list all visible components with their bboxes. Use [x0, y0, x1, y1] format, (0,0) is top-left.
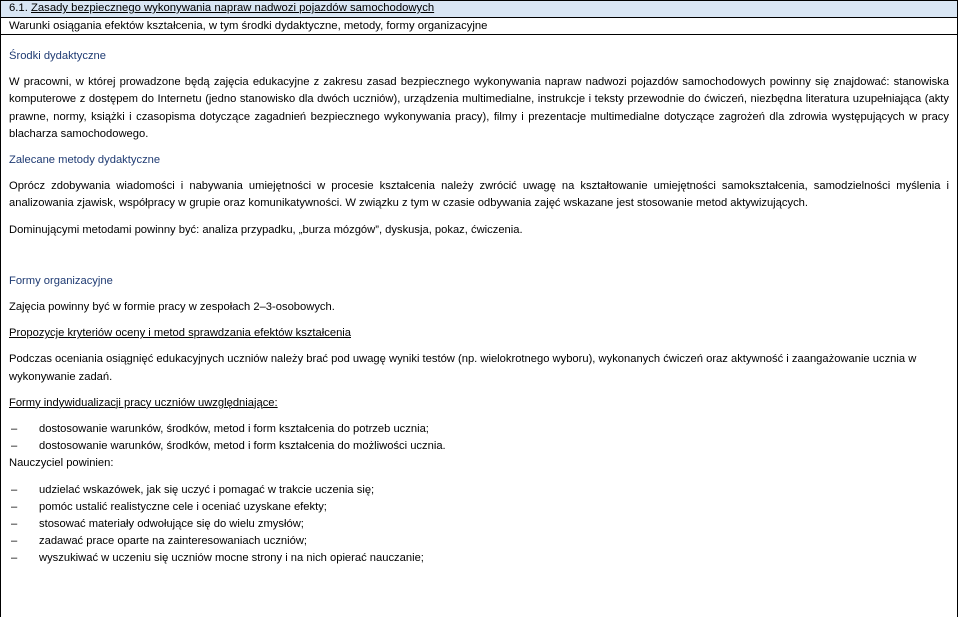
heading-kryteria: Propozycje kryteriów oceny i metod sprawdzania efektów kształcenia [9, 327, 351, 340]
heading-indywidualizacja: Formy indywidualizacji pracy uczniów uwzględniające: [9, 396, 278, 409]
list-item: – pomóc ustalić realistyczne cele i oceniać uzyskane efekty; [9, 499, 949, 516]
paragraph-kryteria: Podczas oceniania osiągnięć edukacyjnych uczniów należy brać pod uwagę wyniki testów (np. wielokrotnego wyboru), wykonanych ćwiczeń oraz aktywność i zaangażowanie ucznia w wykonywanie zadań. [9, 353, 917, 383]
paragraph-srodki: W pracowni, w której prowadzone będą zajęcia edukacyjne z zakresu zasad bezpiecznego wykonywania napraw nadwozi pojazdów samochodowych powinny się znajdować: stanowiska komputerowe z dostępem do Internetu (jedno stanowisko dla dwóch uczniów), urządzenia multimedialne, instrukcje i teksty przewodnie do ćwiczeń, niezbędna literatura uzupełniająca (akty prawne, normy, książki i czasopisma dotyczące zagadnień bezpiecznego wykonywania pracy), filmy i prezentacje multimedialne dotyczące zagrożeń dla zdrowia występujących w pracy blacharza samochodowego. [9, 76, 949, 140]
section-title-bar [1, 0, 957, 18]
document-content [1, 35, 957, 568]
heading-srodki: Środki dydaktyczne [9, 50, 107, 62]
section-title: Zasady bezpiecznego wykonywania napraw nadwozi pojazdów samochodowych [30, 2, 435, 14]
list-item: – zadawać prace oparte na zainteresowaniach uczniów; [9, 533, 949, 550]
heading-metody: Zalecane metody dydaktyczne [9, 154, 161, 167]
paragraph-metody-1: Oprócz zdobywania wiadomości i nabywania umiejętności w procesie kształcenia należy zwrócić uwagę na kształtowanie umiejętności samokształcenia, samodzielności myślenia i analizowania zjawisk, współpracy w grupie oraz komunikatywności. W związku z tym w czasie odbywania zajęć wskazane jest stosowanie metod aktywizujących. [9, 180, 949, 210]
paragraph-metody-2: Dominującymi metodami powinny być: analiza przypadku, „burza mózgów”, dyskusja, pokaz, ćwiczenia. [9, 223, 523, 236]
heading-formy: Formy organizacyjne [9, 274, 113, 287]
section-subtitle: Warunki osiągania efektów kształcenia, w tym środki dydaktyczne, metody, formy organizacyjne [1, 18, 957, 35]
student-adaptations-list [9, 421, 949, 455]
section-number: 6.1. [9, 2, 28, 14]
teacher-label: Nauczyciel powinien: [9, 457, 114, 470]
list-item: – dostosowanie warunków, środków, metod i form kształcenia do potrzeb ucznia; [9, 421, 949, 438]
list-item: – udzielać wskazówek, jak się uczyć i pomagać w trakcie uczenia się; [9, 482, 949, 499]
paragraph-formy: Zajęcia powinny być w formie pracy w zespołach 2–3-osobowych. [9, 301, 335, 314]
list-item: – stosować materiały odwołujące się do wielu zmysłów; [9, 516, 949, 533]
list-item: – wyszukiwać w uczeniu się uczniów mocne strony i na nich opierać nauczanie; [9, 550, 949, 567]
list-item: – dostosowanie warunków, środków, metod i form kształcenia do możliwości ucznia. [9, 438, 949, 455]
teacher-duties-list [9, 482, 949, 568]
